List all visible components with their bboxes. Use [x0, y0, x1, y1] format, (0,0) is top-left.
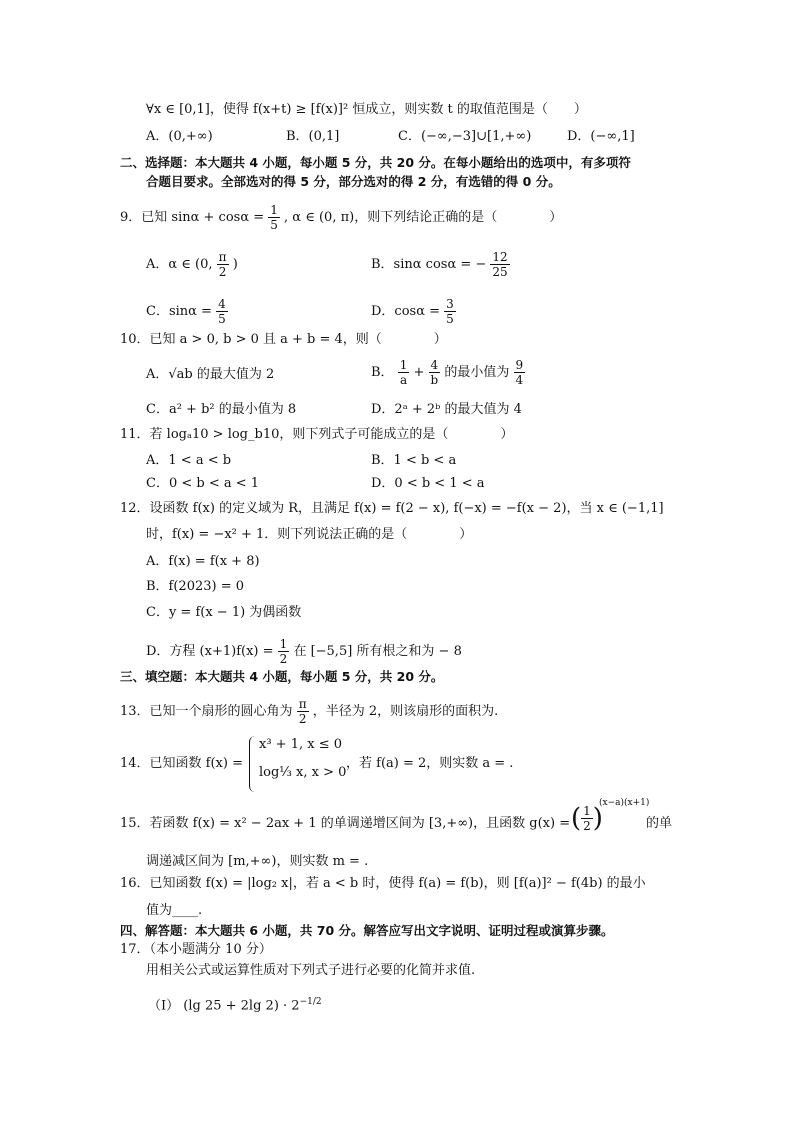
- q12-option-a: A．f(x) = f(x + 8): [146, 554, 260, 569]
- q17-description: 用相关公式或运算性质对下列式子进行必要的化简并求值.: [146, 963, 476, 978]
- q14-stem-b: ，若 f(a) = 2，则实数 a = .: [346, 756, 514, 771]
- q17-part1-expression: (lg 25 + 2lg 2) · 2: [183, 998, 300, 1014]
- section2-heading-line2: 合题目要求。全部选对的得 5 分，部分选对的得 2 分，有选错的得 0 分。: [146, 174, 561, 189]
- q9-stem-part2: , α ∈ (0, π)，则下列结论正确的是（ ）: [284, 210, 563, 225]
- q17-part1-exponent: −1/2: [299, 997, 322, 1007]
- section3-heading: 三、填空题：本大题共 4 小题，每小题 5 分，共 20 分。: [120, 669, 444, 684]
- q9-fraction: $\frac{1}{5}$: [270, 203, 278, 232]
- q16-stem-line2: 值为____.: [146, 903, 203, 918]
- q9-option-d: D．cosα = $\frac{3}{5}$: [371, 297, 454, 326]
- q9-stem: [120, 203, 562, 232]
- q15-stem-line2: 调递减区间为 [m,+∞)，则实数 m = .: [146, 854, 369, 869]
- q10-option-c: C．a² + b² 的最小值为 8: [146, 402, 297, 417]
- q11-option-a: A．1 < a < b: [146, 453, 232, 468]
- q8-option-c: C．(−∞,−3]∪[1,+∞): [398, 129, 532, 144]
- q10-option-d: D．2ᵃ + 2ᵇ 的最大值为 4: [371, 402, 522, 417]
- q10-stem: 10．已知 a > 0, b > 0 且 a + b = 4，则（ ）: [120, 332, 447, 347]
- section2-heading-line1: 二、选择题：本大题共 4 小题，每小题 5 分，共 20 分。在每小题给出的选项中，有多项符: [120, 155, 631, 170]
- q9-option-b: B．sinα cosα = − $\frac{12}{25}$: [371, 250, 508, 279]
- q15-exponent: (x−a)(x+1): [599, 798, 650, 808]
- q12-option-b: B．f(2023) = 0: [146, 579, 245, 594]
- q15-stem-a: 15．若函数 f(x) = x² − 2ax + 1 的单调递增区间为 [3,+∞)，且函数 g(x) =: [120, 816, 571, 831]
- q14-case1: x³ + 1, x ≤ 0: [259, 737, 342, 752]
- q10-option-a: A．√ab 的最大值为 2: [146, 367, 275, 382]
- q11-stem: 11．若 logₐ10 > log_b10，则下列式子可能成立的是（ ）: [120, 427, 514, 442]
- q17-title: 17．（本小题满分 10 分）: [120, 942, 272, 957]
- q11-option-d: D．0 < b < 1 < a: [371, 476, 485, 491]
- section4-heading: 四、解答题：本大题共 6 小题，共 70 分。解答应写出文字说明、证明过程或演算步骤。: [120, 923, 614, 938]
- q15-paren-fraction: ( $\frac{1}{2}$ ): [571, 803, 603, 834]
- q9-option-a: A．α ∈ (0, $\frac{\pi}{2}$ ): [146, 250, 238, 279]
- q17-part1: [148, 993, 322, 1015]
- q12-option-c: C．y = f(x − 1) 为偶函数: [146, 605, 302, 620]
- q12-stem-line1: 12．设函数 f(x) 的定义域为 R，且满足 f(x) = f(2 − x), f(−x) = −f(x − 2)，当 x ∈ (−1,1]: [120, 501, 664, 516]
- q9-option-c: C．sinα = $\frac{4}{5}$: [146, 297, 226, 326]
- q14-stem-a: 14．已知函数 f(x) =: [120, 756, 243, 771]
- q8-option-d: D．(−∞,1]: [567, 129, 635, 144]
- q13: 13．已知一个扇形的圆心角为 $\frac{\pi}{2}$ ，半径为 2，则该扇形的面积为.: [120, 697, 499, 726]
- q11-option-c: C．0 < b < a < 1: [146, 476, 260, 491]
- q17-part1-label: （Ⅰ）: [148, 998, 180, 1014]
- q16-stem-line1: 16．已知函数 f(x) = |log₂ x|，若 a < b 时，使得 f(a) = f(b)，则 [f(a)]² − f(4b) 的最小: [120, 876, 646, 891]
- q15-stem-b: 的单: [646, 816, 673, 831]
- q10-option-b: B． $\frac{1}{a}$ + $\frac{4}{b}$ 的最小值为 $\frac{9}{4}$: [371, 358, 524, 387]
- q8-option-a: A．(0,+∞): [146, 129, 213, 144]
- q14-case2: log⅓ x, x > 0: [259, 765, 347, 780]
- q8-stem-tail: ∀x ∈ [0,1]，使得 f(x+t) ≥ [f(x)]² 恒成立，则实数 t 的取值范围是（ ）: [146, 102, 587, 117]
- q9-stem-part1: 9．已知 sinα + cosα =: [120, 210, 265, 225]
- q11-option-b: B．1 < b < a: [371, 453, 457, 468]
- q12-option-d: D．方程 (x+1)f(x) = $\frac{1}{2}$ 在 [−5,5] 所有根之和为 − 8: [146, 637, 462, 666]
- q8-option-b: B．(0,1]: [286, 129, 340, 144]
- q14-piecewise-brace: [249, 736, 256, 792]
- q12-stem-line2: 时，f(x) = −x² + 1．则下列说法正确的是（ ）: [146, 527, 473, 542]
